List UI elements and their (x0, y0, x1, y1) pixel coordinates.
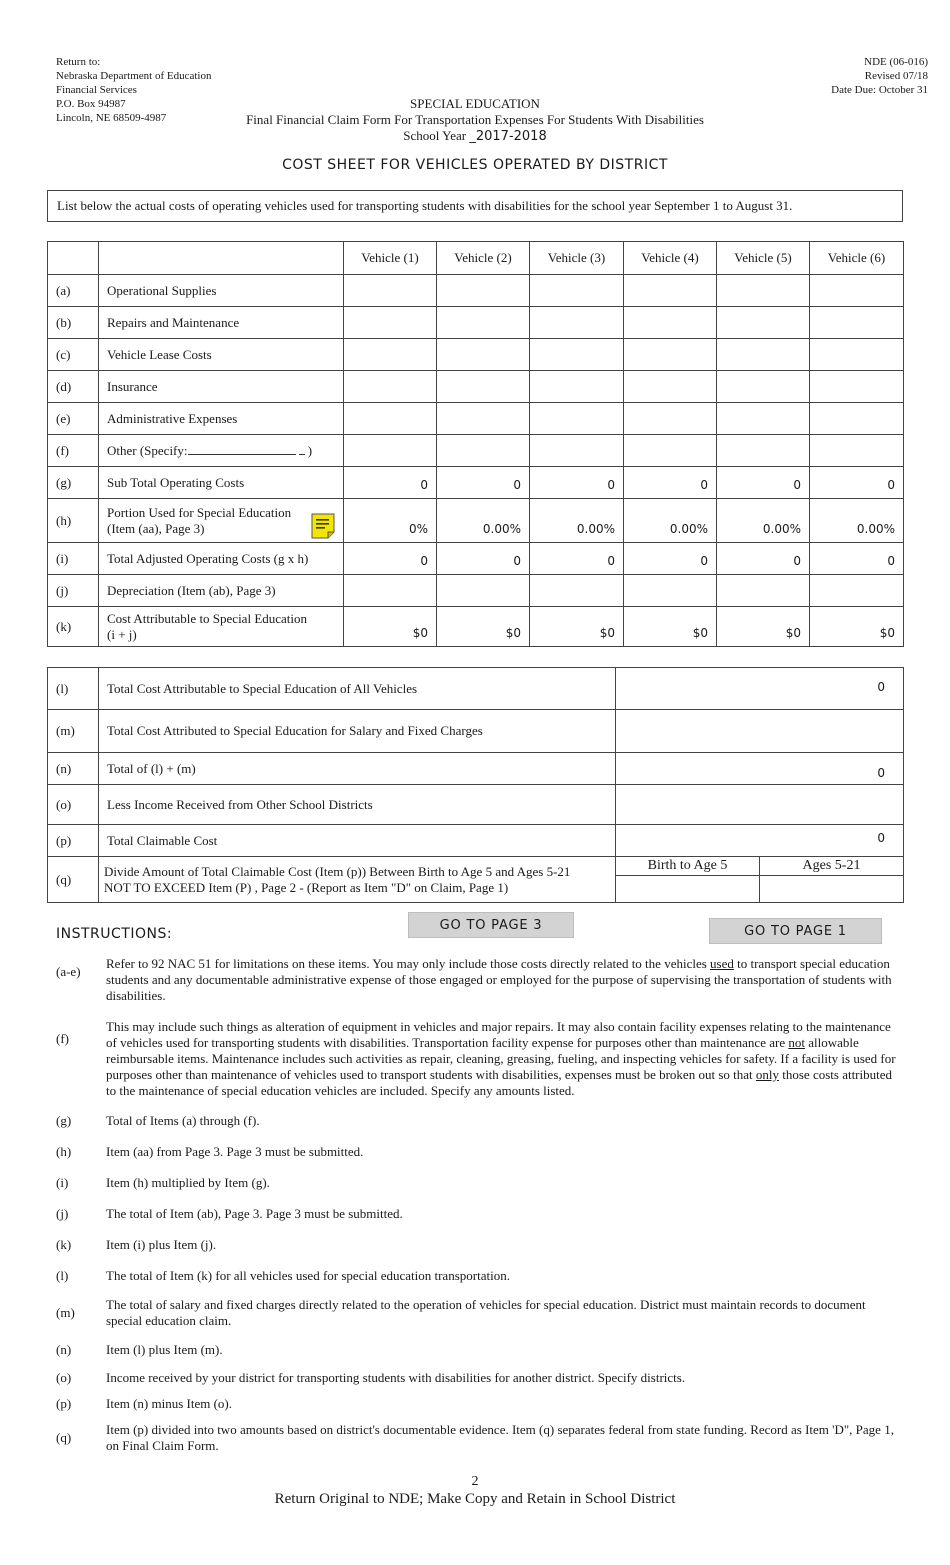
row-code: (q) (48, 857, 99, 903)
return-line: Return to: (56, 56, 101, 68)
row-code: (k) (48, 607, 99, 647)
instruction-text: Total of Items (a) through (f). (106, 1113, 260, 1128)
row-label-sub: (i + j) (107, 626, 137, 642)
cell-input[interactable] (437, 275, 530, 307)
instruction-code: (a-e) (56, 964, 81, 979)
instructions-title: INSTRUCTIONS: (56, 926, 173, 942)
label-header (99, 242, 344, 275)
cell-input[interactable] (810, 575, 904, 607)
cell-value: 0.00% (437, 499, 530, 543)
instruction-text: Item (h) multiplied by Item (g). (106, 1175, 270, 1190)
cell-value: 0 (530, 543, 624, 575)
instruction-text: Item (n) minus Item (o). (106, 1396, 232, 1411)
cell-input[interactable] (530, 275, 624, 307)
cell-input[interactable] (717, 575, 810, 607)
cell-value: 0 (810, 467, 904, 499)
row-label: Total Cost Attributable to Special Education of All Vehicles (99, 668, 616, 710)
ages-5-21-header: Ages 5-21 (760, 857, 904, 876)
row-code: (f) (48, 435, 99, 467)
instruction-text: The total of Item (ab), Page 3. Page 3 must be submitted. (106, 1206, 403, 1221)
cell-input[interactable] (810, 339, 904, 371)
sheet-title: COST SHEET FOR VEHICLES OPERATED BY DISTRICT (282, 157, 668, 173)
cell-input[interactable] (717, 275, 810, 307)
row-label-two-line (99, 857, 616, 903)
cell-input[interactable] (717, 403, 810, 435)
cell-input[interactable] (437, 403, 530, 435)
cell-input[interactable] (530, 371, 624, 403)
row-code: (n) (48, 753, 99, 785)
row-label-two-line (99, 607, 344, 647)
school-year-value[interactable]: _2017-2018 (469, 129, 547, 144)
row-a (48, 275, 904, 307)
row-e (48, 403, 904, 435)
cell-value: $0 (530, 607, 624, 647)
row-c (48, 339, 904, 371)
row-code: (p) (48, 825, 99, 857)
cell-value: 0 (344, 543, 437, 575)
instruction-code: (o) (56, 1370, 72, 1385)
department: SPECIAL EDUCATION (410, 96, 540, 111)
row-label: Cost Attributable to Special Education (107, 610, 308, 626)
row-label: Repairs and Maintenance (99, 307, 344, 339)
instruction-code: (g) (56, 1113, 72, 1128)
cell-value: 0 (437, 467, 530, 499)
instruction-text: Item (l) plus Item (m). (106, 1342, 223, 1357)
instruction-text: Income received by your district for transporting students with disabilities for another district. Specify districts. (106, 1370, 686, 1385)
instruction-code: (h) (56, 1144, 72, 1159)
cell-input[interactable] (344, 575, 437, 607)
cell-value: $0 (344, 607, 437, 647)
cell-input[interactable] (717, 435, 810, 467)
sticky-note-icon[interactable] (311, 513, 335, 539)
vehicle-5-header: Vehicle (5) (717, 242, 810, 275)
instruction-text: The total of Item (k) for all vehicles used for special education transportation. (106, 1268, 510, 1283)
cell-value: 0 (810, 543, 904, 575)
cell-value: 0% (344, 499, 437, 543)
row-label: Portion Used for Special Education (107, 504, 292, 520)
instruction-code: (j) (56, 1206, 69, 1221)
row-code: (j) (48, 575, 99, 607)
instruction-text: Refer to 92 NAC 51 for limitations on these items. You may only include those costs directly related to the vehicles used to transport special education students and any documentable administrative expense of those engaged or employed for the purpose of supervising the transportation of students with disabilities. (106, 956, 892, 1003)
row-code: (m) (48, 710, 99, 753)
row-h (48, 499, 904, 543)
instruction-f (56, 1019, 906, 1099)
instruction-ae (56, 956, 906, 1004)
instruction-code: (n) (56, 1342, 72, 1357)
vehicle-6-header: Vehicle (6) (810, 242, 904, 275)
row-label: Administrative Expenses (99, 403, 344, 435)
other-income-input[interactable] (616, 785, 904, 825)
cell-value: 0 (624, 543, 717, 575)
cell-input[interactable] (810, 275, 904, 307)
cell-input[interactable] (717, 307, 810, 339)
row-label: Total Claimable Cost (99, 825, 616, 857)
instruction-m (56, 1297, 906, 1329)
return-line: Financial Services (56, 84, 137, 96)
row-code: (b) (48, 307, 99, 339)
row-i (48, 543, 904, 575)
row-code: (i) (48, 543, 99, 575)
cell-input[interactable] (437, 575, 530, 607)
instruction-code: (m) (56, 1305, 75, 1320)
row-k (48, 607, 904, 647)
specify-field-end (299, 443, 305, 455)
form-title-block (0, 96, 950, 145)
row-label: Insurance (99, 371, 344, 403)
instruction-code: (k) (56, 1237, 72, 1252)
return-line: Lincoln, NE 68509-4987 (56, 112, 167, 124)
cell-input[interactable] (530, 403, 624, 435)
row-label: Operational Supplies (99, 275, 344, 307)
cell-input[interactable] (530, 435, 624, 467)
row-q (48, 857, 904, 876)
date-due: Date Due: October 31 (831, 84, 928, 96)
total-cost-value: 0 (616, 668, 904, 710)
school-year-line (0, 128, 950, 145)
cell-input[interactable] (344, 307, 437, 339)
cell-input[interactable] (437, 339, 530, 371)
total-ln-value: 0 (616, 753, 904, 785)
row-g (48, 467, 904, 499)
instruction-text: Item (p) divided into two amounts based on district's documentable evidence. Item (q) separates federal from state funding. Record as Item 'D", Page 1, on Final Claim Form. (106, 1422, 894, 1453)
row-b (48, 307, 904, 339)
cell-input[interactable] (530, 307, 624, 339)
row-label: Total Adjusted Operating Costs (g x h) (99, 543, 344, 575)
cell-input[interactable] (530, 339, 624, 371)
cell-value: $0 (624, 607, 717, 647)
cell-input[interactable] (624, 575, 717, 607)
total-claimable-value: 0 (616, 825, 904, 857)
go-to-page-3-button[interactable]: GO TO PAGE 3 (408, 912, 574, 938)
row-label-other (99, 435, 344, 467)
salary-fixed-input[interactable] (616, 710, 904, 753)
instruction-text: Item (i) plus Item (j). (106, 1237, 217, 1252)
cell-input[interactable] (344, 435, 437, 467)
cell-input[interactable] (530, 575, 624, 607)
row-label: Total Cost Attributed to Special Education for Salary and Fixed Charges (99, 710, 616, 753)
row-p (48, 825, 904, 857)
cell-input[interactable] (437, 307, 530, 339)
cell-value: 0.00% (530, 499, 624, 543)
footer-text: Return Original to NDE; Make Copy and Retain in School District (274, 1491, 676, 1507)
row-code: (h) (48, 499, 99, 543)
cell-input[interactable] (344, 403, 437, 435)
cell-value: 0 (624, 467, 717, 499)
row-code: (g) (48, 467, 99, 499)
row-l (48, 668, 904, 710)
cell-input[interactable] (717, 371, 810, 403)
cell-value: $0 (810, 607, 904, 647)
row-label-sub: (Item (aa), Page 3) (107, 520, 205, 536)
instruction-q (56, 1422, 906, 1454)
cell-input[interactable] (624, 403, 717, 435)
cell-input[interactable] (624, 275, 717, 307)
cell-input[interactable] (624, 339, 717, 371)
row-code: (l) (48, 668, 99, 710)
birth-to-5-input[interactable] (616, 876, 760, 903)
school-year-label: School Year (403, 128, 467, 143)
instruction-code: (i) (56, 1175, 69, 1190)
cell-input[interactable] (810, 435, 904, 467)
cell-value: 0 (437, 543, 530, 575)
revised-date: Revised 07/18 (864, 70, 928, 82)
row-j (48, 575, 904, 607)
cell-input[interactable] (437, 435, 530, 467)
cell-input[interactable] (624, 307, 717, 339)
cell-input[interactable] (810, 307, 904, 339)
header-row (48, 242, 904, 275)
cell-value: 0 (717, 467, 810, 499)
ages-5-21-input[interactable] (760, 876, 904, 903)
row-m (48, 710, 904, 753)
cell-input[interactable] (717, 339, 810, 371)
row-label: Divide Amount of Total Claimable Cost (Item (p)) Between Birth to Age 5 and Ages 5-21 (104, 863, 571, 879)
instruction-code: (p) (56, 1396, 72, 1411)
cell-input[interactable] (344, 339, 437, 371)
instruction-code: (l) (56, 1268, 69, 1283)
code-header (48, 242, 99, 275)
birth-to-5-header: Birth to Age 5 (616, 857, 760, 876)
return-line: P.O. Box 94987 (56, 98, 126, 110)
row-label-sub: NOT TO EXCEED Item (P) , Page 2 - (Report as Item "D" on Claim, Page 1) (104, 879, 509, 895)
cell-input[interactable] (810, 403, 904, 435)
cell-input[interactable] (344, 371, 437, 403)
row-code: (c) (48, 339, 99, 371)
cell-input[interactable] (344, 275, 437, 307)
cell-input[interactable] (810, 371, 904, 403)
instruction-code: (f) (56, 1031, 69, 1046)
vehicle-4-header: Vehicle (4) (624, 242, 717, 275)
cell-input[interactable] (624, 371, 717, 403)
cell-value: $0 (437, 607, 530, 647)
row-o (48, 785, 904, 825)
vehicle-3-header: Vehicle (3) (530, 242, 624, 275)
vehicle-1-header: Vehicle (1) (344, 242, 437, 275)
return-line: Nebraska Department of Education (56, 70, 212, 82)
cell-input[interactable] (437, 371, 530, 403)
instruction-text: Item (aa) from Page 3. Page 3 must be submitted. (106, 1144, 364, 1159)
row-d (48, 371, 904, 403)
row-n (48, 753, 904, 785)
row-code: (o) (48, 785, 99, 825)
form-id: NDE (06-016) (864, 56, 928, 68)
row-code: (a) (48, 275, 99, 307)
instruction-text: This may include such things as alteration of equipment in vehicles and major repairs. It may also contain facility expenses relating to the maintenance of vehicles used for transporting students with disabilities. Transportation facility expense for purposes other than maintenance are not allowable reimbursable items. Maintenance includes such activities as repair, cleaning, greasing, fueling, and inspecting vehicles for safety. If a facility is used for purposes other than maintenance of vehicles used to transport students with disabilities, expenses must be broken out so that only those costs attributed to the maintenance of special education vehicles are included. Specify any amounts listed. (106, 1019, 896, 1098)
row-label-two-line (99, 499, 344, 543)
row-code: (d) (48, 371, 99, 403)
row-label: Sub Total Operating Costs (99, 467, 344, 499)
row-label: Total of (l) + (m) (99, 753, 616, 785)
cell-value: 0 (344, 467, 437, 499)
cell-value: 0.00% (810, 499, 904, 543)
form-title: Final Financial Claim Form For Transportation Expenses For Students With Disabilities (246, 112, 704, 127)
row-label: Vehicle Lease Costs (99, 339, 344, 371)
form-info (831, 55, 928, 97)
go-to-page-1-button[interactable]: GO TO PAGE 1 (709, 918, 882, 944)
intro-text: List below the actual costs of operating vehicles used for transporting students with disabilities for the school year September 1 to August 31. (47, 190, 903, 222)
row-label: Less Income Received from Other School Districts (99, 785, 616, 825)
row-code: (e) (48, 403, 99, 435)
other-label: Other (Specify: (107, 442, 188, 458)
summary-table (47, 667, 904, 903)
row-label: Depreciation (Item (ab), Page 3) (99, 575, 344, 607)
page-number: 2 (471, 1474, 479, 1489)
other-label-close: ) (307, 442, 313, 458)
cell-value: 0.00% (624, 499, 717, 543)
vehicle-2-header: Vehicle (2) (437, 242, 530, 275)
cell-value: 0 (717, 543, 810, 575)
cell-input[interactable] (624, 435, 717, 467)
cell-value: $0 (717, 607, 810, 647)
row-f (48, 435, 904, 467)
cell-value: 0.00% (717, 499, 810, 543)
cell-value: 0 (530, 467, 624, 499)
specify-field[interactable] (188, 443, 296, 455)
vehicle-cost-table (47, 241, 904, 647)
instruction-text: The total of salary and fixed charges directly related to the operation of vehicles for special education. District must maintain records to document special education claim. (106, 1297, 866, 1328)
instruction-code: (q) (56, 1430, 72, 1445)
